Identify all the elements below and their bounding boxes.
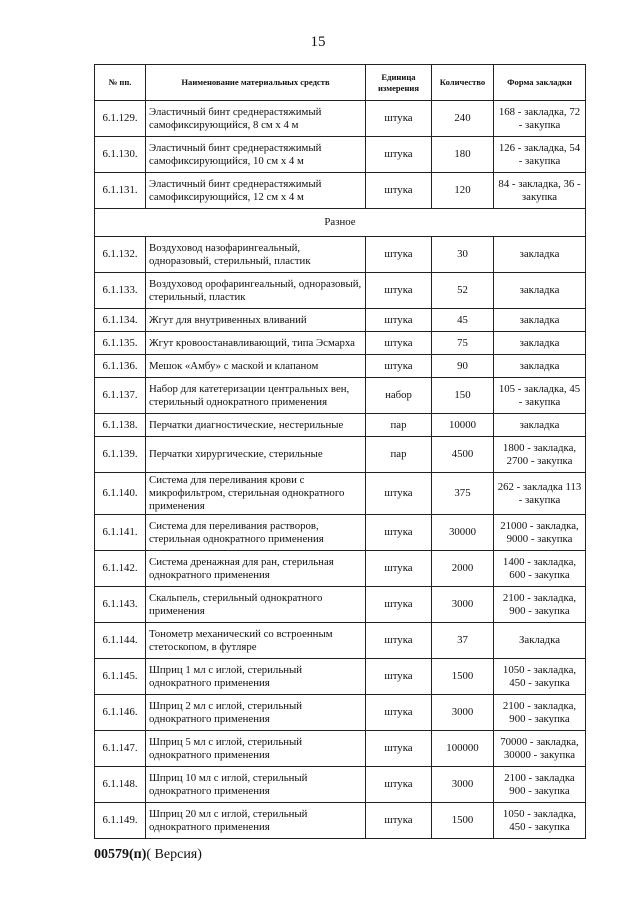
item-unit: штука [366,473,432,515]
item-form: 1400 - закладка, 600 - закупка [494,551,586,587]
table-row [95,767,586,803]
item-quantity: 75 [432,332,494,355]
item-unit: штука [366,355,432,378]
item-form: закладка [494,414,586,437]
item-name: Шприц 5 мл с иглой, стерильный однократного применения [146,731,366,767]
item-name: Эластичный бинт среднерастяжимый самофиксирующийся, 8 см х 4 м [146,101,366,137]
table-row [95,309,586,332]
item-number: 6.1.148. [95,767,146,803]
document-code-number: 00579(п) [94,847,147,862]
table-body [95,101,586,839]
item-form: 21000 - закладка, 9000 - закупка [494,515,586,551]
table-row [95,273,586,309]
item-name: Перчатки хирургические, стерильные [146,437,366,473]
item-name: Перчатки диагностические, нестерильные [146,414,366,437]
item-name: Скальпель, стерильный однократного применения [146,587,366,623]
item-name: Воздуховод назофарингеальный, одноразовый, стерильный, пластик [146,237,366,273]
table-header-row [95,65,586,101]
table-row [95,355,586,378]
item-unit: штука [366,332,432,355]
item-quantity: 1500 [432,803,494,839]
item-unit: штука [366,659,432,695]
table-row [95,803,586,839]
section-title: Разное [95,209,586,237]
item-form: закладка [494,355,586,378]
item-name: Система дренажная для ран, стерильная однократного применения [146,551,366,587]
item-name: Шприц 1 мл с иглой, стерильный однократного применения [146,659,366,695]
item-quantity: 1500 [432,659,494,695]
item-quantity: 180 [432,137,494,173]
item-unit: набор [366,378,432,414]
item-number: 6.1.129. [95,101,146,137]
item-unit: штука [366,731,432,767]
item-unit: штука [366,803,432,839]
table-row [95,695,586,731]
item-number: 6.1.145. [95,659,146,695]
item-quantity: 37 [432,623,494,659]
supplies-table [94,64,586,839]
item-name: Шприц 20 мл с иглой, стерильный однократного применения [146,803,366,839]
table-row [95,659,586,695]
section-row [95,209,586,237]
item-quantity: 3000 [432,587,494,623]
table-row [95,332,586,355]
table-row [95,473,586,515]
item-form: 126 - закладка, 54 - закупка [494,137,586,173]
item-quantity: 30000 [432,515,494,551]
item-number: 6.1.138. [95,414,146,437]
item-form: 84 - закладка, 36 - закупка [494,173,586,209]
item-number: 6.1.130. [95,137,146,173]
table-row [95,173,586,209]
table-row [95,378,586,414]
item-number: 6.1.135. [95,332,146,355]
document-code [94,847,202,863]
page-number: 15 [310,34,326,50]
table-row [95,237,586,273]
item-name: Система для переливания растворов, стерильная однократного применения [146,515,366,551]
item-number: 6.1.131. [95,173,146,209]
item-number: 6.1.147. [95,731,146,767]
item-name: Жгут для внутривенных вливаний [146,309,366,332]
item-form: закладка [494,237,586,273]
item-unit: пар [366,437,432,473]
item-unit: штука [366,101,432,137]
item-quantity: 3000 [432,695,494,731]
item-name: Тонометр механический со встроенным стетоскопом, в футляре [146,623,366,659]
item-name: Набор для катетеризации центральных вен, стерильный однократного применения [146,378,366,414]
table-row [95,587,586,623]
item-quantity: 90 [432,355,494,378]
header-qty: Количество [432,65,494,101]
item-quantity: 100000 [432,731,494,767]
table-row [95,731,586,767]
item-form: 105 - закладка, 45 - закупка [494,378,586,414]
item-unit: штука [366,173,432,209]
item-name: Жгут кровоостанавливающий, типа Эсмарха [146,332,366,355]
item-name: Мешок «Амбу» с маской и клапаном [146,355,366,378]
item-unit: штука [366,515,432,551]
item-form: 1800 - закладка, 2700 - закупка [494,437,586,473]
item-name: Эластичный бинт среднерастяжимый самофиксирующийся, 12 см х 4 м [146,173,366,209]
item-number: 6.1.132. [95,237,146,273]
item-unit: штука [366,587,432,623]
item-number: 6.1.134. [95,309,146,332]
item-quantity: 150 [432,378,494,414]
item-quantity: 240 [432,101,494,137]
item-unit: пар [366,414,432,437]
item-unit: штука [366,309,432,332]
item-form: 70000 - закладка, 30000 - закупка [494,731,586,767]
item-unit: штука [366,137,432,173]
item-name: Шприц 10 мл с иглой, стерильный однократного применения [146,767,366,803]
item-unit: штука [366,237,432,273]
item-unit: штука [366,273,432,309]
table-row [95,414,586,437]
item-number: 6.1.137. [95,378,146,414]
item-form: 2100 - закладка 900 - закупка [494,767,586,803]
table-row [95,623,586,659]
item-quantity: 2000 [432,551,494,587]
item-form: 1050 - закладка, 450 - закупка [494,803,586,839]
item-name: Эластичный бинт среднерастяжимый самофиксирующийся, 10 см х 4 м [146,137,366,173]
item-form: закладка [494,332,586,355]
item-quantity: 120 [432,173,494,209]
item-number: 6.1.139. [95,437,146,473]
document-code-suffix: ( Версия) [146,847,202,862]
item-number: 6.1.141. [95,515,146,551]
header-name: Наименование материальных средств [146,65,366,101]
item-number: 6.1.149. [95,803,146,839]
header-form: Форма закладки [494,65,586,101]
item-form: 2100 - закладка, 900 - закупка [494,695,586,731]
table-row [95,551,586,587]
item-unit: штука [366,623,432,659]
table-row [95,437,586,473]
item-unit: штука [366,767,432,803]
item-form: закладка [494,273,586,309]
item-number: 6.1.140. [95,473,146,515]
item-name: Шприц 2 мл с иглой, стерильный однократного применения [146,695,366,731]
item-unit: штука [366,695,432,731]
item-form: 2100 - закладка, 900 - закупка [494,587,586,623]
item-name: Воздуховод орофарингеальный, одноразовый, стерильный, пластик [146,273,366,309]
item-quantity: 30 [432,237,494,273]
item-quantity: 375 [432,473,494,515]
item-number: 6.1.133. [95,273,146,309]
item-number: 6.1.142. [95,551,146,587]
item-quantity: 3000 [432,767,494,803]
item-form: 262 - закладка 113 - закупка [494,473,586,515]
item-number: 6.1.144. [95,623,146,659]
item-number: 6.1.146. [95,695,146,731]
item-form: Закладка [494,623,586,659]
header-unit: Единица измерения [366,65,432,101]
table-row [95,515,586,551]
item-quantity: 4500 [432,437,494,473]
header-num: № пп. [95,65,146,101]
item-form: 1050 - закладка, 450 - закупка [494,659,586,695]
table-row [95,137,586,173]
item-form: 168 - закладка, 72 - закупка [494,101,586,137]
item-number: 6.1.136. [95,355,146,378]
item-quantity: 45 [432,309,494,332]
item-quantity: 10000 [432,414,494,437]
item-unit: штука [366,551,432,587]
table-row [95,101,586,137]
item-name: Система для переливания крови с микрофильтром, стерильная однократного применения [146,473,366,515]
item-number: 6.1.143. [95,587,146,623]
item-form: закладка [494,309,586,332]
item-quantity: 52 [432,273,494,309]
